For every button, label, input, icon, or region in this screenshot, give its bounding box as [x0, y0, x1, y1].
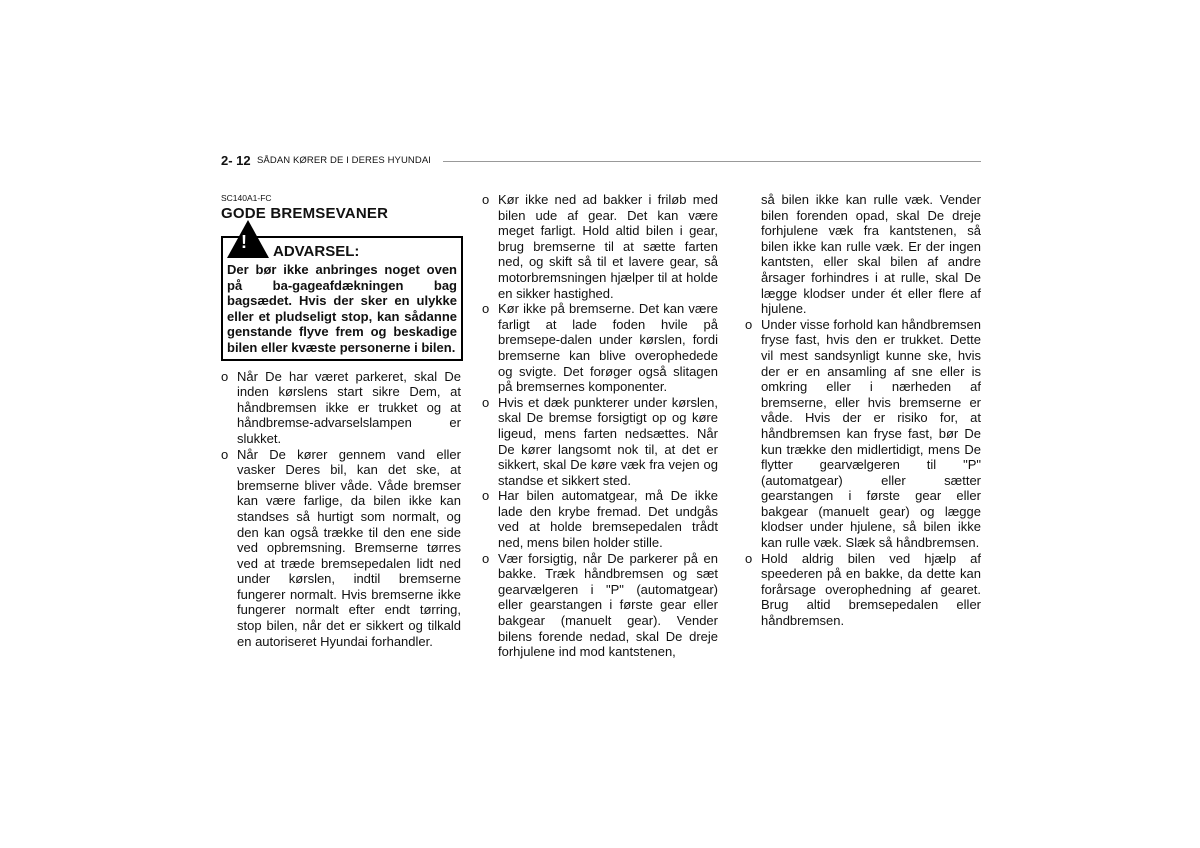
column-2	[482, 192, 718, 660]
warning-box	[221, 232, 463, 361]
page-number: 2- 12	[221, 153, 251, 168]
list-item-text: Kør ikke på bremserne. Det kan være farligt at lade foden hvile på bremsepe-dalen under kørslen, fordi bremserne kan blive overophedede og svigte. Det forøger også slitagen på bremsernes komponenter.	[498, 301, 718, 395]
list-item	[745, 317, 981, 551]
column-1	[221, 193, 461, 649]
bullet: o	[221, 368, 229, 384]
list-item	[221, 447, 461, 650]
bullet: o	[745, 316, 753, 332]
list-item	[482, 192, 718, 301]
page-header	[221, 153, 981, 169]
section-title: GODE BREMSEVANER	[221, 205, 389, 222]
warning-label: ADVARSEL:	[273, 243, 360, 260]
list-item	[482, 551, 718, 660]
header-divider	[443, 161, 981, 162]
list-item-text: Når De kører gennem vand eller vasker Deres bil, kan det ske, at bremserne bliver våde. Våde bremser kan være farlige, da bilen ikke kan standses så hurtigt som normalt, og den kan også trække til den ene side ved opbremsning. Bremserne tørres ved at træde bremsepedalen lidt ned under kørslen, indtil bremserne fungerer normalt. Hvis bremserne ikke fungerer normalt efter endt tørring, stop bilen, når det er sikkert og tilkald en autoriseret Hyundai forhandler.	[237, 446, 461, 649]
list-item-text: Kør ikke ned ad bakker i friløb med bilen ude af gear. Det kan være meget farligt. Hold altid bilen i gear, brug bremserne til at sætte farten ned, og skift så til et lavere gear, så motorbremsningen hjælper til at holde en sikker hastighed.	[498, 192, 718, 301]
list-item	[482, 488, 718, 550]
list-item-text: Hvis et dæk punkterer under kørslen, skal De bremse forsigtigt op og køre ligeud, mens farten nedsættes. Når De kører langsomt nok til, at det er sikkert, skal De køre væk fra vejen og standse et sikkert sted.	[498, 394, 718, 488]
list-item-continuation	[745, 192, 981, 317]
list-item	[221, 369, 461, 447]
list-item	[745, 551, 981, 629]
list-item-text: Har bilen automatgear, må De ikke lade den krybe fremad. Det undgås ved at holde bremsepedalen trådt ned, mens bilen holder stille.	[498, 488, 718, 551]
list-item-text: Under visse forhold kan håndbremsen fryse fast, hvis den er trukket. Dette vil mest sandsynligt kunne ske, hvis der er en ansamling af sne eller is omkring eller i nærheden af bremserne, eller hvis bremserne er våde. Hvis der er risiko for, at håndbremsen kan fryse fast, bør De kun trække den midlertidigt, mens De flytter gearvælgeren til "P" (automatgear) eller sætter gearstangen i første gear eller bakgear (manuelt gear) og lægge klodser under hjulene, så bilen ikke kan rulle væk. Slæk så håndbremsen.	[761, 316, 981, 551]
list-item-text: Vær forsigtig, når De parkerer på en bakke. Træk håndbremsen og sæt gearvælgeren i "P" (automatgear) eller gearstangen i første gear eller bakgear (manuelt gear). Vender bilens forende nedad, skal De dreje forhjulene ind mod kantstenen,	[498, 550, 718, 660]
warning-text: Der bør ikke anbringes noget oven på ba-gageafdækningen bag bagsædet. Hvis der sker en ulykke eller et pludseligt stop, kan sådanne genstande flyve frem og beskadige bilen eller kvæste personerne i bilen.	[227, 262, 457, 355]
bullet: o	[745, 550, 753, 566]
column-3	[745, 192, 981, 629]
bullet: o	[482, 488, 490, 504]
chapter-title: SÅDAN KØRER DE I DERES HYUNDAI	[257, 155, 432, 166]
exclamation-icon: !	[241, 232, 247, 252]
continuation-text: så bilen ikke kan rulle væk. Vender bilen forenden opad, skal De dreje forhjulene væk fra kantstenen, så bilen ikke kan rulle væk. Er der ingen kantsten, eller skal bilen af andre årsager forhindres i at rulle, skal De lægge klodser under ét eller flere af hjulene.	[761, 192, 981, 317]
list-item-text: Hold aldrig bilen ved hjælp af speederen på en bakke, da dette kan forårsage overophedning af gearet. Brug altid bremsepedalen eller håndbremsen.	[761, 550, 981, 629]
bullet: o	[221, 446, 229, 462]
bullet: o	[482, 394, 490, 410]
bullet: o	[482, 301, 490, 317]
list-item-text: Når De har været parkeret, skal De inden kørslens start sikre Dem, at håndbremsen ikke er trukket og at håndbremse-advarselslampen er slukket.	[237, 368, 461, 446]
bullet: o	[482, 550, 490, 566]
list-item	[482, 395, 718, 489]
bullet: o	[482, 192, 490, 207]
section-code: SC140A1-FC	[221, 193, 272, 203]
list-item	[482, 301, 718, 395]
